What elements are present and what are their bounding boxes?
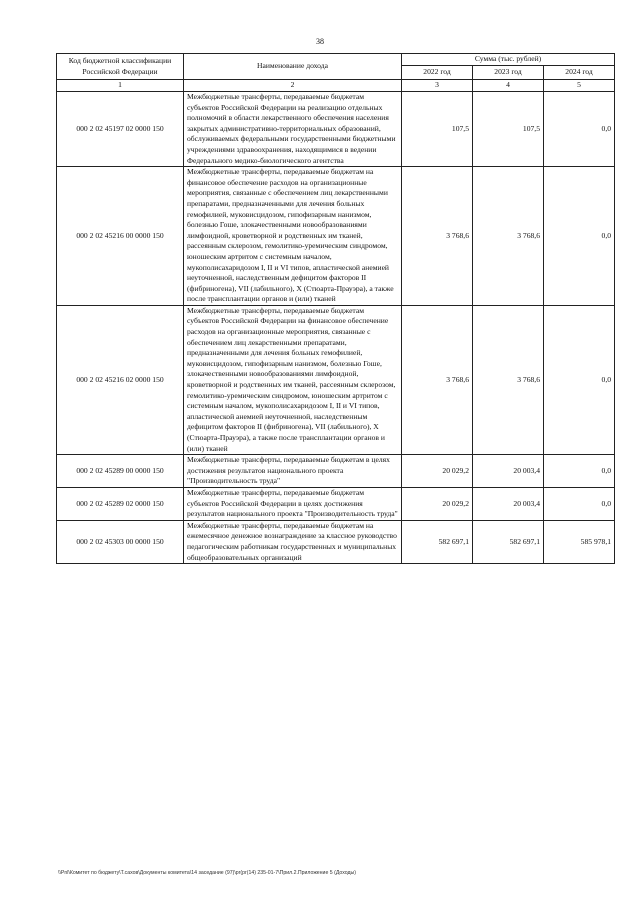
column-number: 5 (544, 80, 615, 92)
row-value-2022: 107,5 (402, 92, 473, 167)
row-value-2023: 20 003,4 (473, 487, 544, 520)
row-value-2024: 0,0 (544, 455, 615, 488)
row-code: 000 2 02 45289 00 0000 150 (57, 455, 184, 488)
header-year-2023: 2023 год (473, 66, 544, 80)
row-value-2023: 3 768,6 (473, 167, 544, 306)
row-name: Межбюджетные трансферты, передаваемые бюджетам на ежемесячное денежное вознаграждение за классное руководство педагогическим работникам государственных и муниципальных общеобразовательных организаций (184, 520, 402, 563)
row-value-2022: 20 029,2 (402, 487, 473, 520)
row-value-2023: 3 768,6 (473, 305, 544, 454)
file-path-footer: \\Pnl\Комитет по бюджету\Т.сахов\Документы комитета\14 заседание (97)\pr(pr(14) 235-01-7\Прил.2.Приложение 5 (Доходы) (58, 870, 357, 876)
row-value-2023: 107,5 (473, 92, 544, 167)
row-name: Межбюджетные трансферты, передаваемые бюджетам субъектов Российской Федерации на реализацию отдельных полномочий в области лекарственного обеспечения населения закрытых административно-территориальных образований, обслуживаемых федеральными государственными бюджетными учреждениями здравоохранения, находящимися в ведении Федерального медико-биологического агентства (184, 92, 402, 167)
row-code: 000 2 02 45216 02 0000 150 (57, 305, 184, 454)
row-value-2022: 20 029,2 (402, 455, 473, 488)
row-value-2022: 582 697,1 (402, 520, 473, 563)
row-value-2022: 3 768,6 (402, 305, 473, 454)
row-name: Межбюджетные трансферты, передаваемые бюджетам субъектов Российской Федерации на финансовое обеспечение расходов на организационные мероприятия, связанные с обеспечением лиц лекарственными препаратами, предназначенными для лечения больных гемофилией, муковисцидозом, гипофизарным нанизмом, болезнью Гоше, злокачественными новообразованиями лимфоидной, кроветворной и родственных им тканей, рассеянным склерозом, гемолитико-уремическим синдромом, юношеским артритом с системным началом, мукополисахаридозом I, II и VI типов, апластической анемией неуточненной, наследственным дефицитом факторов II (фибриногена), VII (лабильного), X (Стюарта-Прауэра), а также после трансплантации органов и (или) тканей (184, 305, 402, 454)
row-code: 000 2 02 45197 02 0000 150 (57, 92, 184, 167)
row-value-2024: 0,0 (544, 167, 615, 306)
row-name: Межбюджетные трансферты, передаваемые бюджетам субъектов Российской Федерации в целях достижения результатов национального проекта "Производительность труда" (184, 487, 402, 520)
row-code: 000 2 02 45303 00 0000 150 (57, 520, 184, 563)
table-row (57, 92, 615, 167)
table-row (57, 167, 615, 306)
page-number: 38 (316, 37, 324, 46)
row-name: Межбюджетные трансферты, передаваемые бюджетам на финансовое обеспечение расходов на организационные мероприятия, связанные с обеспечением лиц лекарственными препаратами, предназначенными для лечения больных гемофилией, муковисцидозом, гипофизарным нанизмом, болезнью Гоше, злокачественными новообразованиями лимфоидной, кроветворной и родственных им тканей, рассеянным склерозом, гемолитико-уремическим синдромом, юношеским артритом с системным началом, мукополисахаридозом I, II и VI типов, апластической анемией неуточненной, наследственным дефицитом факторов II (фибриногена), VII (лабильного), X (Стюарта-Прауэра), а также после трансплантации органов и (или) тканей (184, 167, 402, 306)
header-year-2024: 2024 год (544, 66, 615, 80)
header-year-2022: 2022 год (402, 66, 473, 80)
row-code: 000 2 02 45216 00 0000 150 (57, 167, 184, 306)
header-name: Наименование дохода (184, 54, 402, 80)
row-value-2023: 582 697,1 (473, 520, 544, 563)
column-number: 3 (402, 80, 473, 92)
row-value-2024: 0,0 (544, 92, 615, 167)
table-row (57, 487, 615, 520)
row-value-2023: 20 003,4 (473, 455, 544, 488)
table-row (57, 455, 615, 488)
table-row (57, 520, 615, 563)
column-number: 4 (473, 80, 544, 92)
column-number: 1 (57, 80, 184, 92)
table-row (57, 305, 615, 454)
header-sum: Сумма (тыс. рублей) (402, 54, 615, 66)
row-value-2024: 0,0 (544, 487, 615, 520)
header-code: Код бюджетной классификации Российской Федерации (57, 54, 184, 80)
row-value-2022: 3 768,6 (402, 167, 473, 306)
row-code: 000 2 02 45289 02 0000 150 (57, 487, 184, 520)
row-value-2024: 0,0 (544, 305, 615, 454)
row-value-2024: 585 978,1 (544, 520, 615, 563)
row-name: Межбюджетные трансферты, передаваемые бюджетам в целях достижения результатов национального проекта "Производительность труда" (184, 455, 402, 488)
column-number: 2 (184, 80, 402, 92)
revenue-table (56, 53, 615, 564)
